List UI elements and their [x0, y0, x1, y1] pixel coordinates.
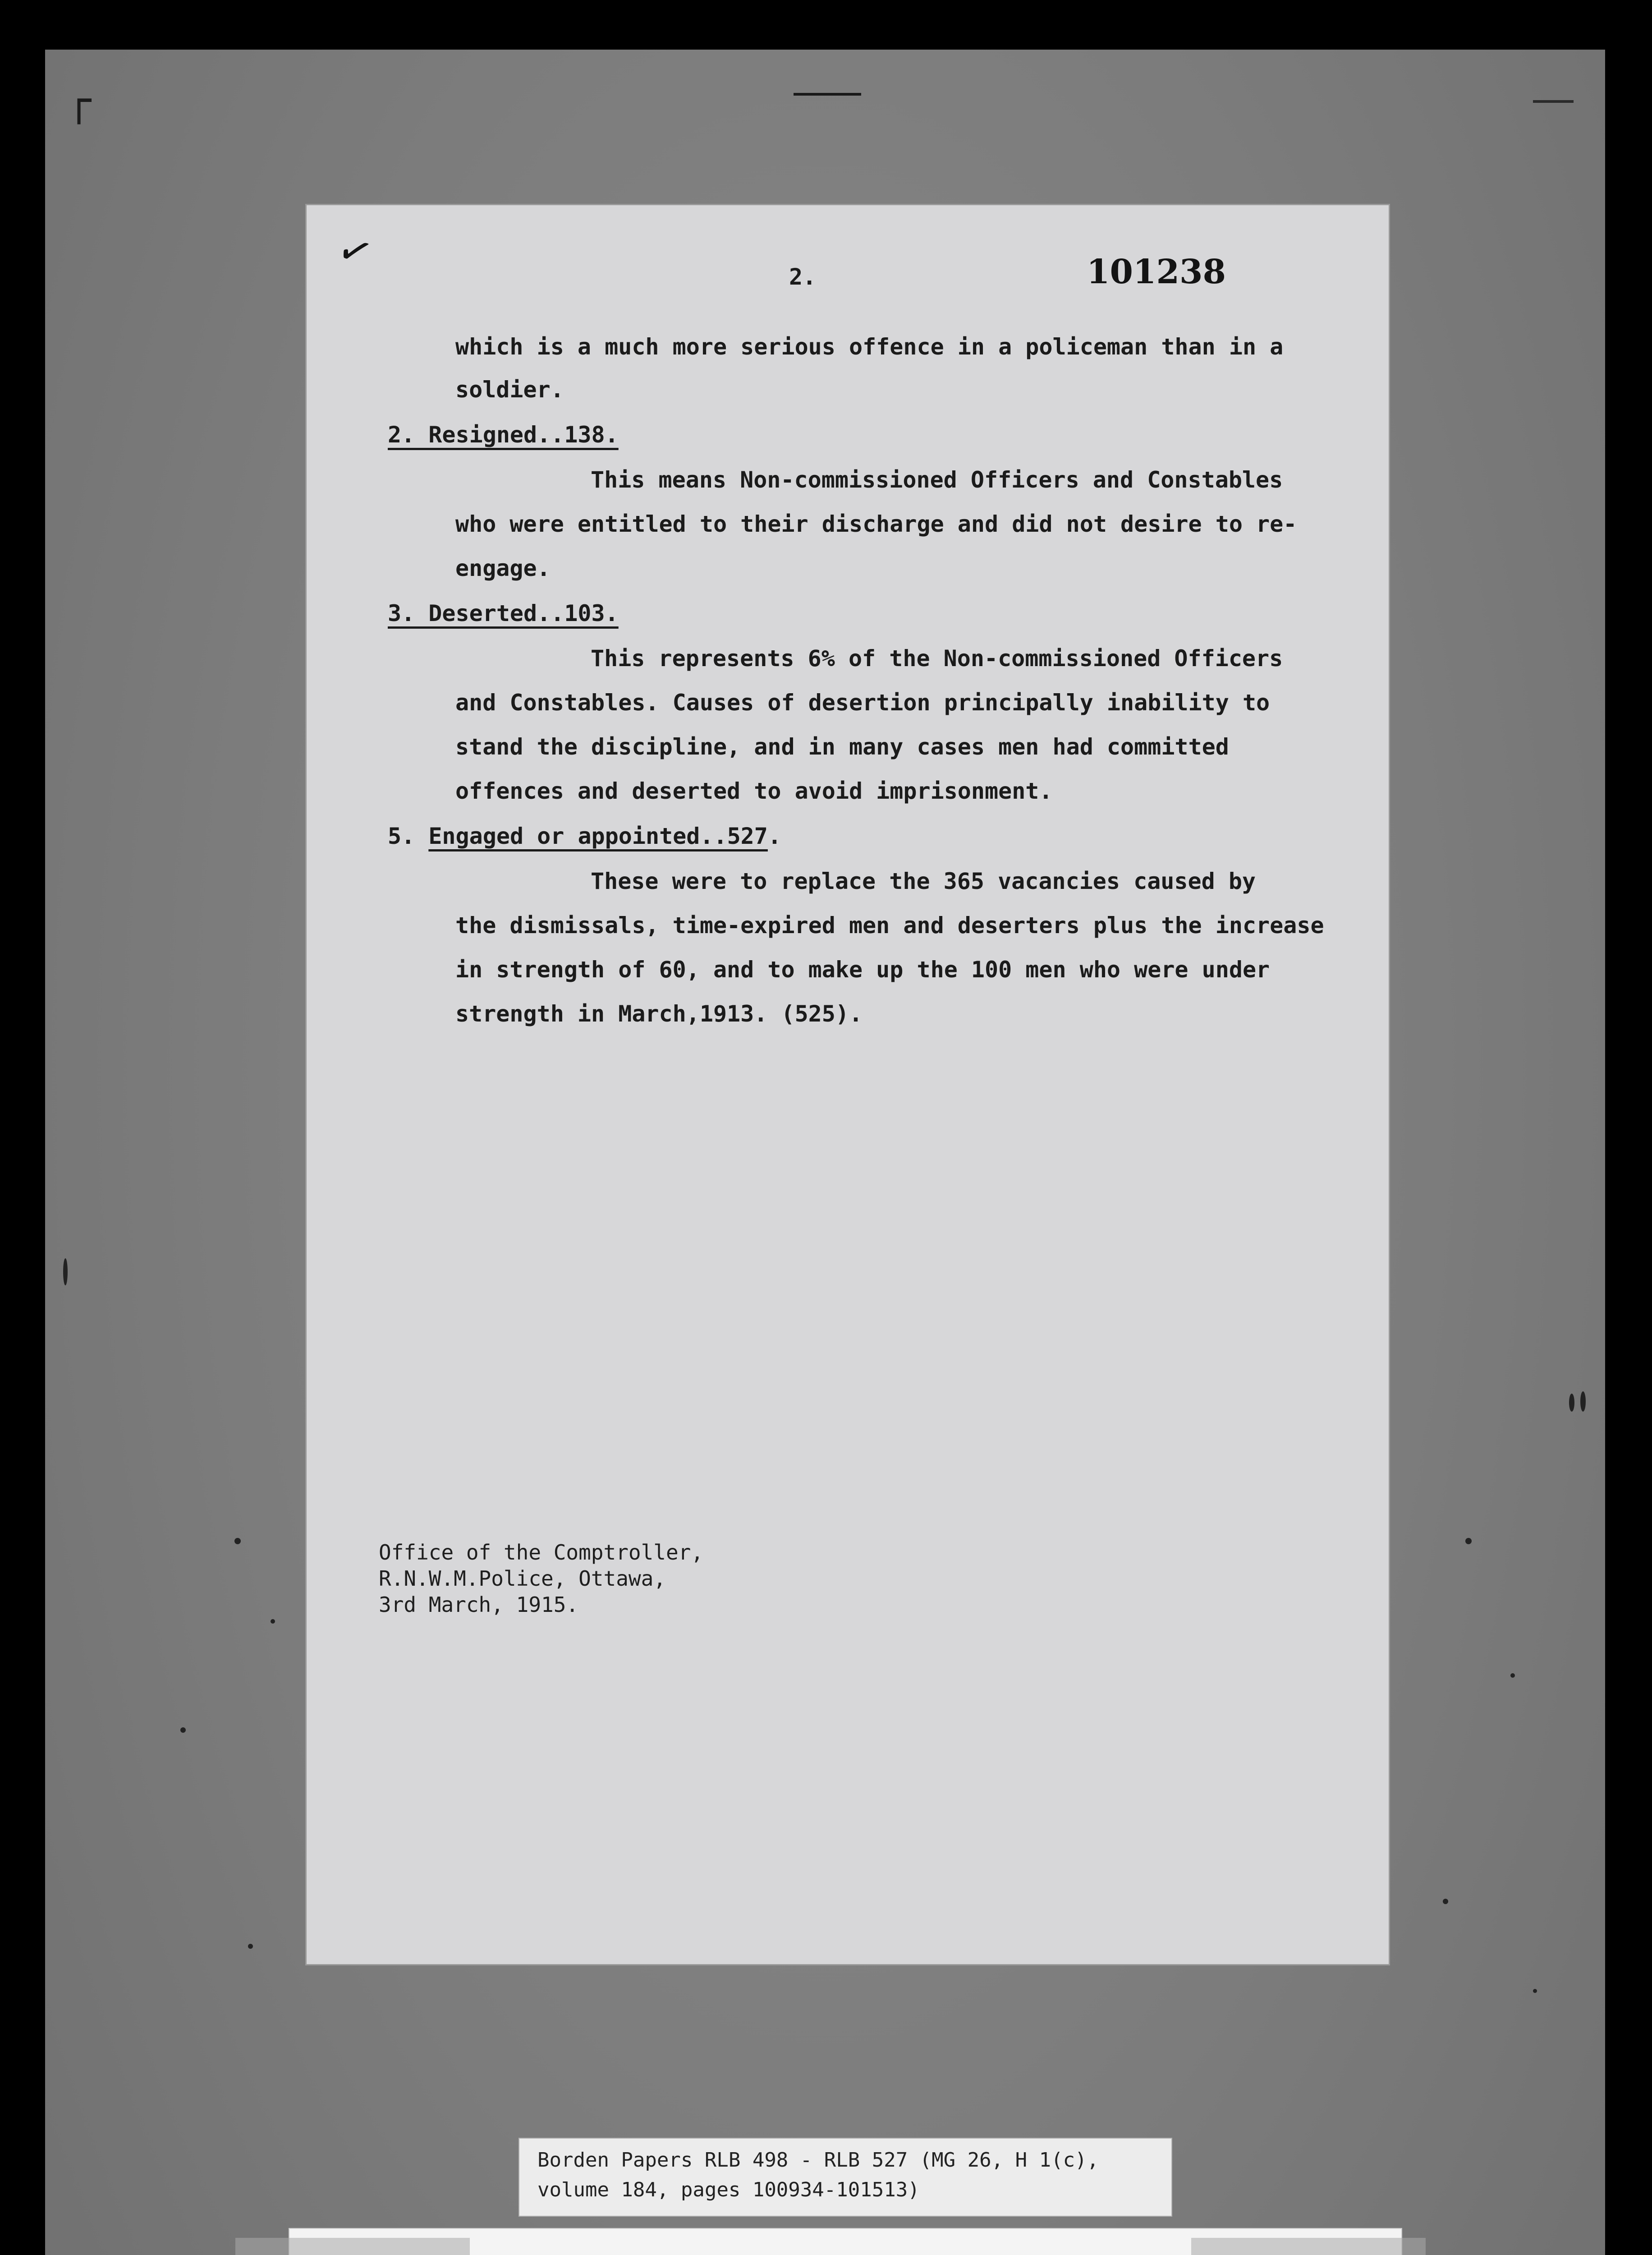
section-heading-end: .	[767, 823, 782, 849]
catalog-line: Borden Papers RLB 498 - RLB 527 (MG 26, H 1(c),	[537, 2149, 1099, 2172]
tape-strip	[1191, 2238, 1426, 2255]
section-heading-text: Engaged or appointed..527	[428, 823, 768, 849]
speckle	[234, 1538, 241, 1544]
page-number: 2.	[789, 264, 817, 290]
catalog-line: volume 184, pages 100934-101513)	[537, 2178, 920, 2201]
body-line: This means Non-commissioned Officers and Constables	[591, 467, 1283, 493]
document-page	[307, 205, 1389, 1964]
speckle	[1510, 1673, 1515, 1678]
body-line: This represents 6% of the Non-commissioned Officers	[591, 645, 1283, 672]
speckle	[248, 1944, 253, 1949]
speckle	[1443, 1899, 1448, 1904]
edge-mark	[63, 1258, 68, 1285]
speckle	[1533, 1989, 1537, 1993]
speckle	[271, 1619, 275, 1624]
body-line: in strength of 60, and to make up the 100 men who were under	[455, 957, 1270, 983]
signature-line: Office of the Comptroller,	[379, 1540, 704, 1565]
signature-line: 3rd March, 1915.	[379, 1592, 579, 1617]
section-heading-resigned: 2. Resigned..138.	[388, 422, 619, 448]
body-line: These were to replace the 365 vacancies caused by	[591, 868, 1256, 894]
speckle	[180, 1727, 186, 1733]
check-mark: ✓	[331, 223, 380, 280]
body-line: and Constables. Causes of desertion principally inability to	[455, 690, 1270, 716]
continuation-line: soldier.	[455, 377, 564, 403]
section-heading-engaged	[388, 823, 781, 849]
body-line: the dismissals, time-expired men and deserters plus the increase	[455, 912, 1324, 939]
document-number: 101238	[1087, 253, 1226, 291]
body-line: stand the discipline, and in many cases men had committed	[455, 734, 1229, 760]
edge-mark	[1580, 1391, 1586, 1412]
continuation-line: which is a much more serious offence in a policeman than in a	[455, 334, 1284, 360]
catalog-slip	[519, 2138, 1172, 2217]
section-heading-deserted: 3. Deserted..103.	[388, 600, 619, 626]
section-heading-number: 5.	[388, 823, 415, 849]
edge-mark	[1569, 1394, 1574, 1412]
corner-mark-top-left: ┌	[67, 77, 92, 124]
body-line: offences and deserted to avoid imprisonment.	[455, 778, 1053, 804]
tape-strip	[235, 2238, 470, 2255]
speckle	[1465, 1538, 1472, 1544]
body-line: engage.	[455, 555, 551, 581]
signature-line: R.N.W.M.Police, Ottawa,	[379, 1566, 666, 1591]
body-line: strength in March,1913. (525).	[455, 1001, 863, 1027]
body-line: who were entitled to their discharge and did not desire to re-	[455, 511, 1297, 537]
archives-label-card	[289, 2228, 1402, 2255]
top-rule	[794, 93, 861, 96]
top-right-mark	[1533, 100, 1574, 103]
